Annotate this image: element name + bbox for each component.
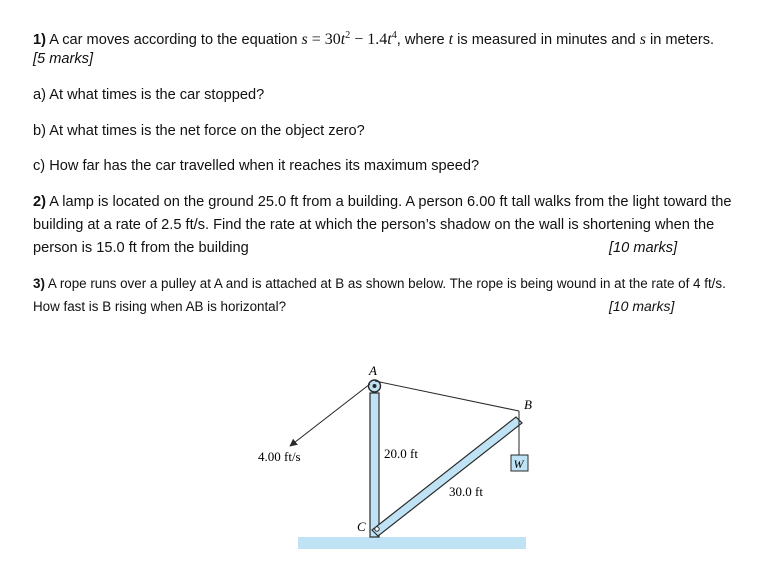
q2-line-3: person is 15.0 ft from the building bbox=[33, 240, 249, 256]
q2-marks: [10 marks] bbox=[609, 240, 678, 256]
ground bbox=[298, 537, 526, 549]
label-c: C bbox=[357, 519, 366, 534]
label-rate: 4.00 ft/s bbox=[258, 449, 301, 464]
label-w: W bbox=[513, 457, 524, 471]
beam-cb bbox=[372, 417, 522, 536]
equation-s: s bbox=[301, 31, 308, 48]
q1-part-b: b) At what times is the net force on the object zero? bbox=[33, 123, 365, 139]
q1-part-c: c) How far has the car travelled when it reaches its maximum speed? bbox=[33, 158, 480, 174]
q3-marks: [10 marks] bbox=[609, 298, 675, 314]
q3-line-1: 3) A rope runs over a pulley at A and is attached at B as shown below. The rope is being wound in at the rate of 4 ft/s. bbox=[33, 276, 726, 291]
q1-statement: 1) A car moves according to the equation $s = 30t^2 - 1.4t^4$, where t is measured in minutes and s in meters. bbox=[33, 30, 715, 48]
q2-number: 2) bbox=[33, 194, 46, 210]
q1-part-a: a) At what times is the car stopped? bbox=[33, 87, 265, 103]
pulley-axle bbox=[373, 384, 377, 388]
q2-line-1: 2) A lamp is located on the ground 25.0 ft from a building. A person 6.00 ft tall walks from the light toward the bbox=[33, 194, 732, 210]
q2-line-2: building at a rate of 2.5 ft/s. Find the rate at which the person’s shadow on the wall is shortening when the bbox=[33, 217, 715, 233]
label-length: 30.0 ft bbox=[449, 484, 483, 499]
rope-pull-arrow bbox=[290, 384, 370, 446]
vertical-post bbox=[370, 393, 379, 537]
rope-ab bbox=[375, 381, 519, 411]
hinge-c bbox=[375, 527, 379, 531]
label-a: A bbox=[369, 363, 377, 378]
q3-number: 3) bbox=[33, 276, 45, 291]
q1-marks: [5 marks] bbox=[33, 51, 94, 67]
q1-number: 1) bbox=[33, 32, 46, 48]
q3-line-2: How fast is B rising when AB is horizontal? bbox=[33, 299, 287, 314]
label-b: B bbox=[524, 397, 532, 412]
label-height: 20.0 ft bbox=[384, 446, 418, 461]
